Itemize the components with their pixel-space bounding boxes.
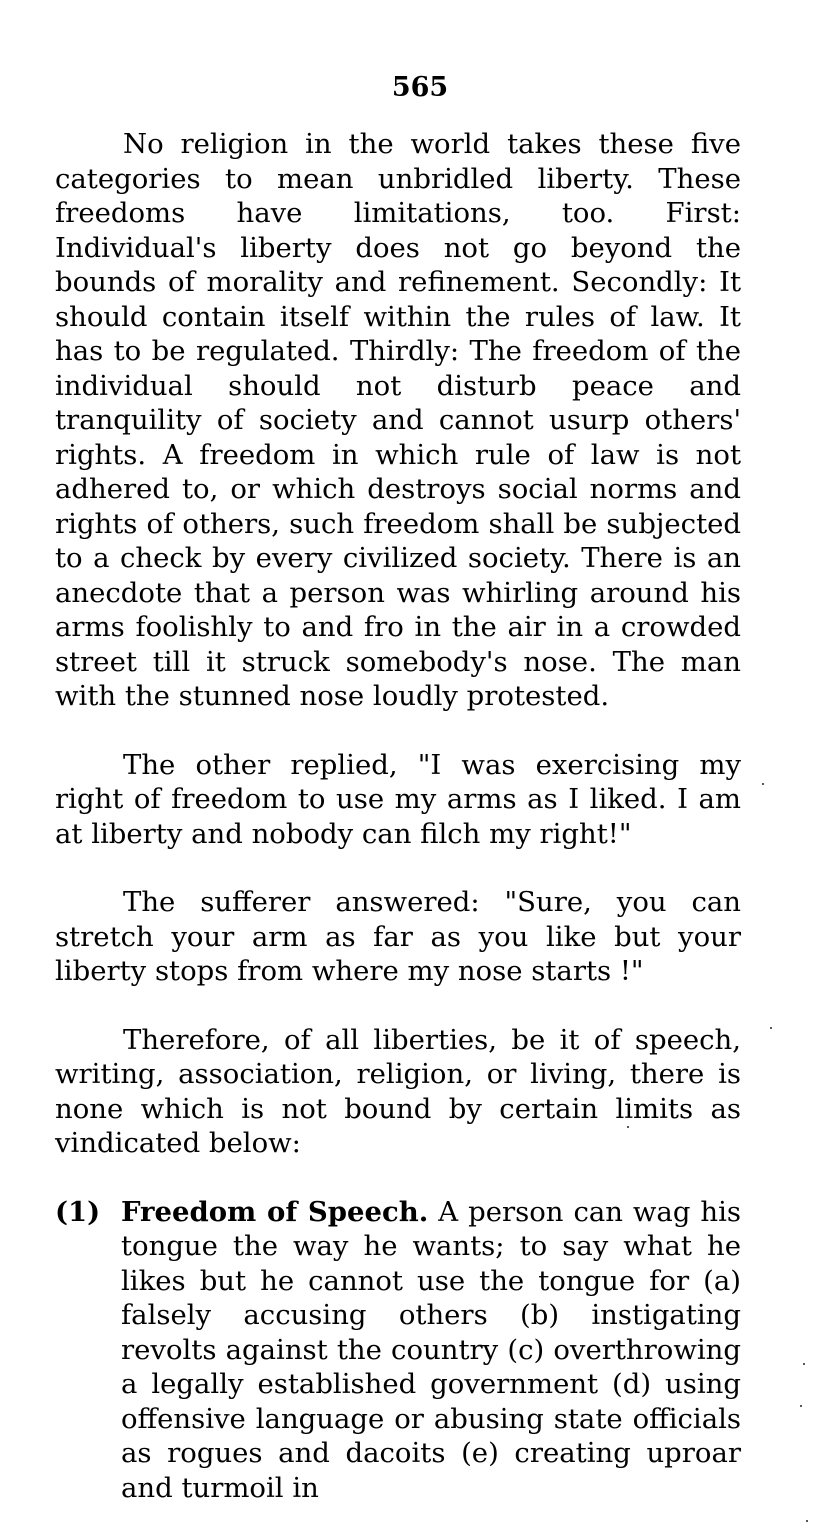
scan-speck bbox=[806, 1520, 808, 1522]
list-item-heading: Freedom of Speech. bbox=[121, 1195, 429, 1228]
scan-speck bbox=[770, 1027, 772, 1029]
scan-speck bbox=[800, 1405, 802, 1407]
scan-speck bbox=[762, 783, 764, 785]
list-item-body bbox=[121, 1195, 741, 1506]
paragraph-sufferer-answered: The sufferer answered: "Sure, you can stretch your arm as far as you like but your liberty stops from where my nose starts !" bbox=[55, 886, 741, 987]
paragraph-therefore: Therefore, of all liberties, be it of speech, writing, association, religion, or living, there is none which is not bound by certain limits as vindicated below: bbox=[55, 1023, 741, 1159]
paragraph-limitations: No religion in the world takes these five categories to mean unbridled liberty. These freedoms have limitations, too. First: Individual's liberty does not go beyond the bounds of morality and refinement. Secondly: It should contain itself within the rules of law. It has to be regulated. Thirdly: The freedom of the individual should not disturb peace and tranquility of society and cannot usurp others' rights. A freedom in which rule of law is not adhered to, or which destroys social norms and rights of others, such freedom shall be subjected to a check by every civilized society. There is an anecdote that a person was whirling around his arms foolishly to and fro in the air in a crowded street till it struck somebody's nose. The man with the stunned nose loudly protested. bbox=[55, 128, 741, 712]
scan-speck bbox=[627, 1126, 629, 1128]
list-item-freedom-of-speech bbox=[55, 1195, 741, 1506]
scan-speck bbox=[803, 1363, 805, 1365]
list-item-number: (1) bbox=[55, 1195, 101, 1228]
page-body bbox=[55, 127, 741, 1505]
paragraph-other-replied: The other replied, "I was exercising my right of freedom to use my arms as I liked. I am at liberty and nobody can filch my right!" bbox=[55, 748, 741, 850]
list-item-text: A person can wag his tongue the way he wants; to say what he likes but he cannot use the tongue for (a) falsely accusing others (b) instigating revolts against the country (c) overthrowing a legally established government (d) using offensive language or abusing state officials as rogues and dacoits (e) creating uproar and turmoil in bbox=[121, 1195, 742, 1504]
page-number: 565 bbox=[391, 72, 449, 103]
